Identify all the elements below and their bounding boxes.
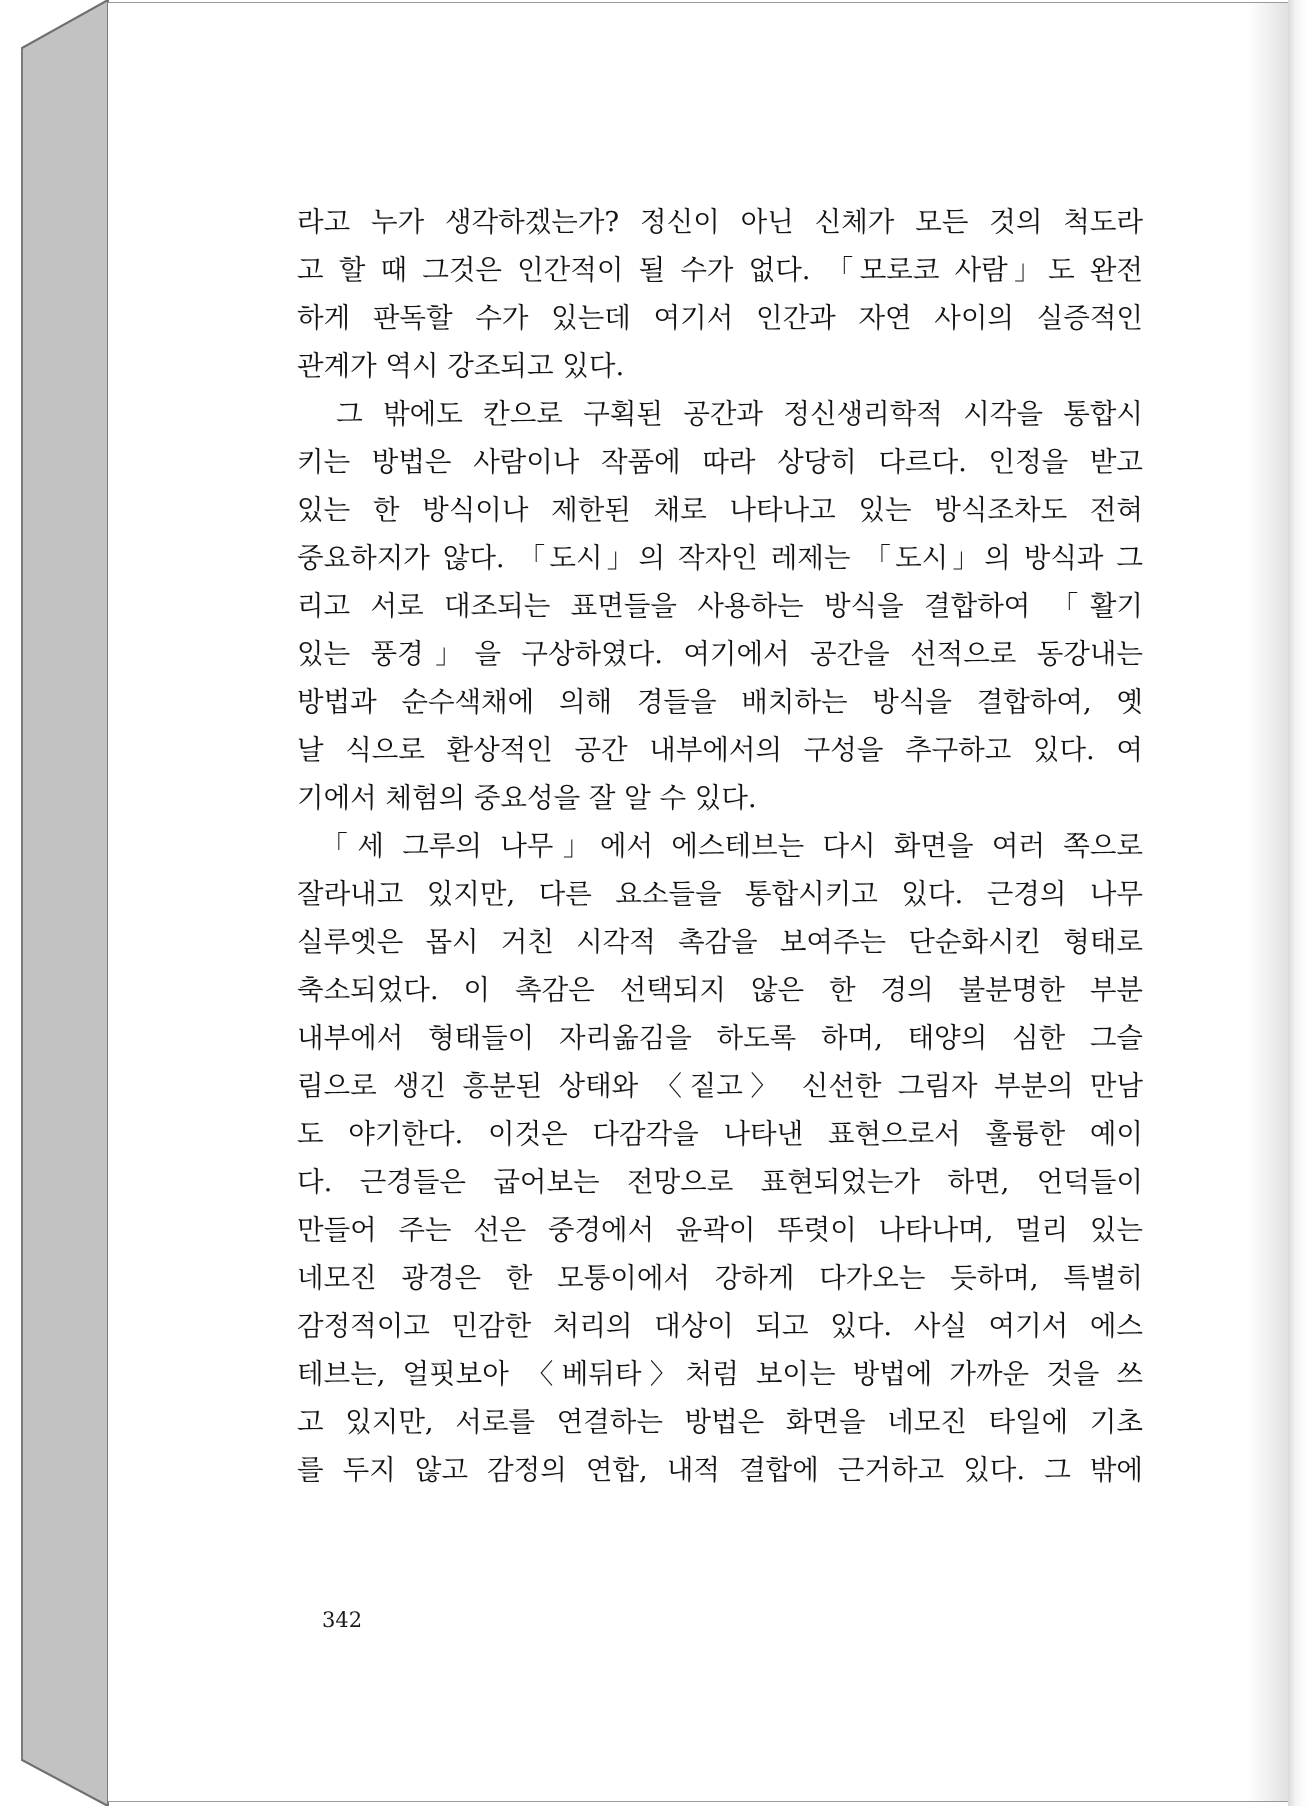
book-spine-graphic	[0, 0, 110, 1806]
text-line: 도 야기한다. 이것은 다감각을 나타낸 표현으로서 훌륭한 예이	[297, 1118, 1143, 1150]
text-line: 있는 풍경」을 구상하였다. 여기에서 공간을 선적으로 동강내는	[297, 638, 1143, 670]
text-line: 네모진 광경은 한 모퉁이에서 강하게 다가오는 듯하며, 특별히	[297, 1262, 1143, 1294]
text-line: 방법과 순수색채에 의해 경들을 배치하는 방식을 결합하여, 옛	[297, 686, 1143, 718]
text-line: 고 할 때 그것은 인간적이 될 수가 없다. 「모로코 사람」도 완전	[297, 254, 1143, 286]
body-text	[297, 198, 1143, 1494]
text-line: 그 밖에도 칸으로 구획된 공간과 정신생리학적 시각을 통합시	[297, 398, 1143, 430]
text-line: 날 식으로 환상적인 공간 내부에서의 구성을 추구하고 있다. 여	[297, 734, 1143, 766]
text-line: 키는 방법은 사람이나 작품에 따라 상당히 다르다. 인정을 받고	[297, 446, 1143, 478]
page-shade	[1248, 3, 1288, 1801]
text-line: 림으로 생긴 흥분된 상태와 〈짙고〉 신선한 그림자 부분의 만남	[297, 1070, 1143, 1102]
text-line: 하게 판독할 수가 있는데 여기서 인간과 자연 사이의 실증적인	[297, 302, 1143, 334]
text-line: 를 두지 않고 감정의 연합, 내적 결합에 근거하고 있다. 그 밖에	[297, 1454, 1143, 1486]
text-line: 감정적이고 민감한 처리의 대상이 되고 있다. 사실 여기서 에스	[297, 1310, 1143, 1342]
text-line: 기에서 체험의 중요성을 잘 알 수 있다.	[297, 782, 757, 814]
text-line: 다. 근경들은 굽어보는 전망으로 표현되었는가 하면, 언덕들이	[297, 1166, 1143, 1198]
text-line: 「세 그루의 나무」에서 에스테브는 다시 화면을 여러 쪽으로	[297, 830, 1143, 862]
page-edge	[1288, 0, 1307, 1806]
text-line: 잘라내고 있지만, 다른 요소들을 통합시키고 있다. 근경의 나무	[297, 878, 1143, 910]
text-line: 만들어 주는 선은 중경에서 윤곽이 뚜렷이 나타나며, 멀리 있는	[297, 1214, 1143, 1246]
book-spine	[0, 0, 110, 1806]
text-line: 관계가 역시 강조되고 있다.	[297, 350, 625, 382]
text-line: 내부에서 형태들이 자리옮김을 하도록 하며, 태양의 심한 그슬	[297, 1022, 1143, 1054]
text-line: 있는 한 방식이나 제한된 채로 나타나고 있는 방식조차도 전혀	[297, 494, 1143, 526]
text-line: 리고 서로 대조되는 표면들을 사용하는 방식을 결합하여 「활기	[297, 590, 1143, 622]
text-line: 중요하지가 않다. 「도시」의 작자인 레제는 「도시」의 방식과 그	[297, 542, 1143, 574]
text-line: 축소되었다. 이 촉감은 선택되지 않은 한 경의 불분명한 부분	[297, 974, 1143, 1006]
text-line: 테브는, 얼핏보아 〈베뒤타〉처럼 보이는 방법에 가까운 것을 쓰	[297, 1358, 1143, 1390]
text-line: 실루엣은 몹시 거친 시각적 촉감을 보여주는 단순화시킨 형태로	[297, 926, 1143, 958]
text-line: 라고 누가 생각하겠는가? 정신이 아닌 신체가 모든 것의 척도라	[297, 206, 1143, 238]
page-number: 342	[322, 1608, 363, 1632]
text-line: 고 있지만, 서로를 연결하는 방법은 화면을 네모진 타일에 기초	[297, 1406, 1143, 1438]
